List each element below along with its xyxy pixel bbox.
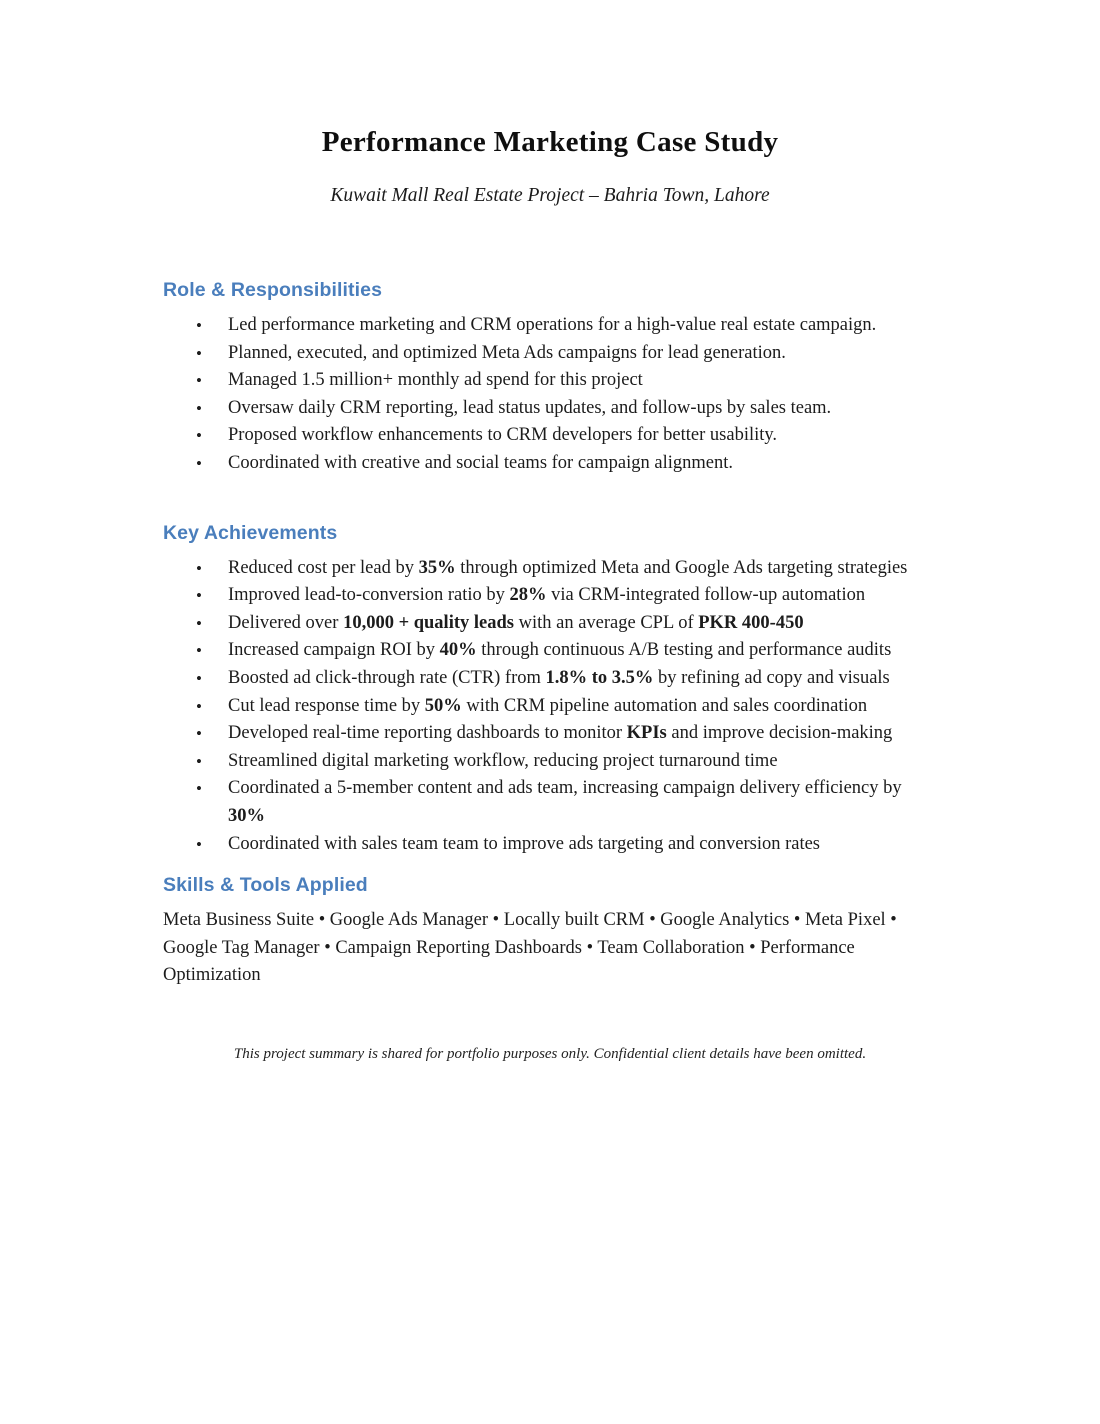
section: [163, 874, 937, 990]
bullet-item: • Developed real-time reporting dashboards to monitor KPIs and improve decision-making: [228, 720, 928, 748]
bullet-item: • Streamlined digital marketing workflow, reducing project turnaround time: [228, 748, 928, 776]
footer-note: This project summary is shared for portfolio purposes only. Confidential client details have been omitted.: [233, 1045, 867, 1062]
document-body: [163, 279, 937, 990]
bullet-item: • Led performance marketing and CRM operations for a high-value real estate campaign.: [228, 312, 928, 340]
bullet-item: • Improved lead-to-conversion ratio by 28% via CRM-integrated follow-up automation: [228, 582, 928, 610]
section-heading: Key Achievements: [163, 521, 338, 544]
bullet-item: • Coordinated a 5-member content and ads team, increasing campaign delivery efficiency by 30%: [228, 775, 928, 830]
section: [163, 279, 937, 478]
bullet-item: • Managed 1.5 million+ monthly ad spend for this project: [228, 367, 928, 395]
bullet-item: • Coordinated with sales team team to improve ads targeting and conversion rates: [228, 831, 928, 859]
section: [163, 522, 937, 859]
page-title: Performance Marketing Case Study: [321, 126, 779, 158]
section-heading: Skills & Tools Applied: [163, 874, 368, 897]
bullet-item: • Increased campaign ROI by 40% through continuous A/B testing and performance audits: [228, 637, 928, 665]
bullet-item: • Cut lead response time by 50% with CRM pipeline automation and sales coordination: [228, 693, 928, 721]
skills-paragraph: Meta Business Suite • Google Ads Manager • Locally built CRM • Google Analytics • Meta Pixel • Google Tag Manager • Campaign Reporting Dashboards • Team Collaboration • Performance Optimization: [163, 910, 897, 986]
bullet-item: • Coordinated with creative and social teams for campaign alignment.: [228, 450, 928, 478]
bullet-item: • Boosted ad click-through rate (CTR) from 1.8% to 3.5% by refining ad copy and visuals: [228, 665, 928, 693]
bullet-list: [163, 555, 937, 859]
bullet-list: [163, 312, 937, 478]
bullet-item: • Reduced cost per lead by 35% through optimized Meta and Google Ads targeting strategies: [228, 555, 928, 583]
bullet-item: • Delivered over 10,000 + quality leads with an average CPL of PKR 400-450: [228, 610, 928, 638]
bullet-item: • Proposed workflow enhancements to CRM developers for better usability.: [228, 422, 928, 450]
bullet-item: • Oversaw daily CRM reporting, lead status updates, and follow-ups by sales team.: [228, 395, 928, 423]
section-heading: Role & Responsibilities: [163, 279, 383, 301]
page-subtitle: Kuwait Mall Real Estate Project – Bahria Town, Lahore: [330, 185, 770, 206]
bullet-item: • Planned, executed, and optimized Meta Ads campaigns for lead generation.: [228, 340, 928, 368]
